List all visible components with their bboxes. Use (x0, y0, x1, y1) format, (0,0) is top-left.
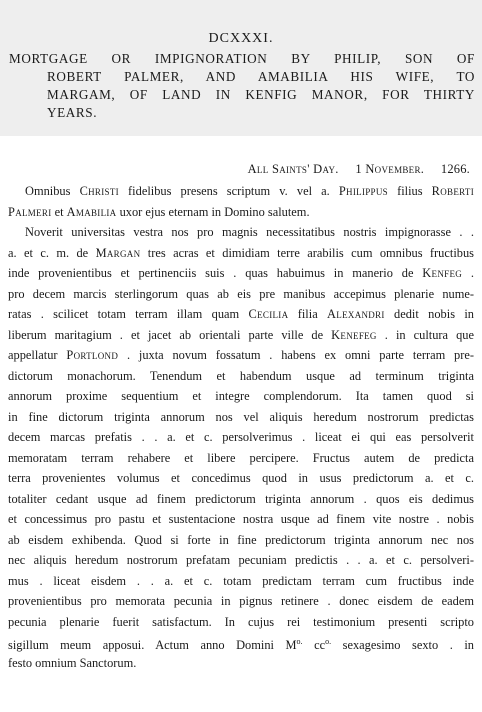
text-line: provenientibus pro memorata pecunia in pignus retinere . donec eisdem de eadem (8, 594, 474, 608)
text-line: Noverit universitas vestra nos pro magnis necessitatibus nostris impignorasse . . (25, 225, 474, 239)
text-line: festo omnium Sanctorum. (8, 655, 137, 670)
text-line: ratas . scilicet totam terram illam quam Cecilia filia Alexandri dedit nobis in (8, 307, 474, 321)
charter-date (248, 162, 470, 177)
charter-heading (9, 50, 475, 122)
charter-text (8, 181, 474, 673)
heading-line: MARGAM, OF LAND IN KENFIG MANOR, FOR THIRTY (47, 87, 475, 102)
text-line: appellatur Portlond . juxta novum fossatum . habens ex omni parte terram pre- (8, 348, 474, 362)
text-line: annorum proxime sequentium et integre complendorum. Ita tamen quod si (8, 389, 474, 403)
text-line: pro decem marcis sterlingorum quas ab eis pre manibus accepimus plenarie nume- (8, 286, 474, 301)
text-line: a. et c. m. de Margan tres acras et dimidiam terre arabilis cum omnibus fructibus (8, 245, 474, 260)
text-line: inde provenientibus et pertinenciis suis . quas habuimus in manerio de Kenfeg . (8, 266, 474, 280)
text-line: nec aliquis heredum nostrorum prefatam pecuniam predictis . . a. et c. persolveri- (8, 553, 474, 567)
heading-line: ROBERT PALMER, AND AMABILIA HIS WIFE, TO (47, 69, 475, 84)
text-line: terra provenientes volumus et concedimus quod in usus predictorum a. et c. (8, 471, 474, 485)
text-line: totaliter cedant usque ad finem predictorum triginta annorum . quos eis dedimus (8, 491, 474, 506)
text-line: dictorum monachorum. Tenendum et habendum usque ad terminum triginta (8, 368, 474, 383)
text-line: pecunia plenarie fuerit satisfactum. In cujus rei testimonium presenti scripto (8, 614, 474, 629)
date-year: 1266. (440, 162, 470, 176)
text-line: in fine dictorum triginta annorum nos vel aliquis heredum nostrorum predictas (8, 409, 474, 424)
date-feast: All Saints' Day. (247, 162, 339, 176)
heading-line: MORTGAGE OR IMPIGNORATION BY PHILIP, SON OF (9, 51, 475, 66)
text-line: sigillum meum apposui. Actum anno Domini $M^{o.}$ $cc^{o.}$ sexagesimo sexto . in (8, 637, 474, 652)
text-line: mus . liceat eisdem . . a. et c. totam predictam terram cum fructibus inde (8, 573, 474, 588)
text-line: Palmeri et Amabilia uxor ejus eternam in Domino salutem. (8, 204, 310, 219)
text-line: et concessimus pro pastu et sustentacione nostra usque ad finem vite nostre . nobis (8, 512, 474, 526)
text-line: decem marcas prefatis . . a. et c. persolverimus . liceat ei qui eas persolverit (8, 430, 474, 444)
heading-line: YEARS. (47, 105, 98, 120)
charter-number: DCXXXI. (208, 31, 274, 46)
date-day: 1 November. (355, 162, 425, 176)
text-line: liberum maritagium . et jacet ab orientali parte ville de Kenefeg . in cultura que (8, 327, 474, 342)
text-line: Omnibus Christi fidelibus presens scriptum v. vel a. Philippus filius Roberti (25, 184, 474, 198)
text-line: memoratam terram rehabere et libere percipere. Fructus autem de predicta (8, 450, 474, 465)
text-line: ab eisdem exhibenda. Quod si forte in fine predictorum triginta annorum nec nos (8, 532, 474, 547)
